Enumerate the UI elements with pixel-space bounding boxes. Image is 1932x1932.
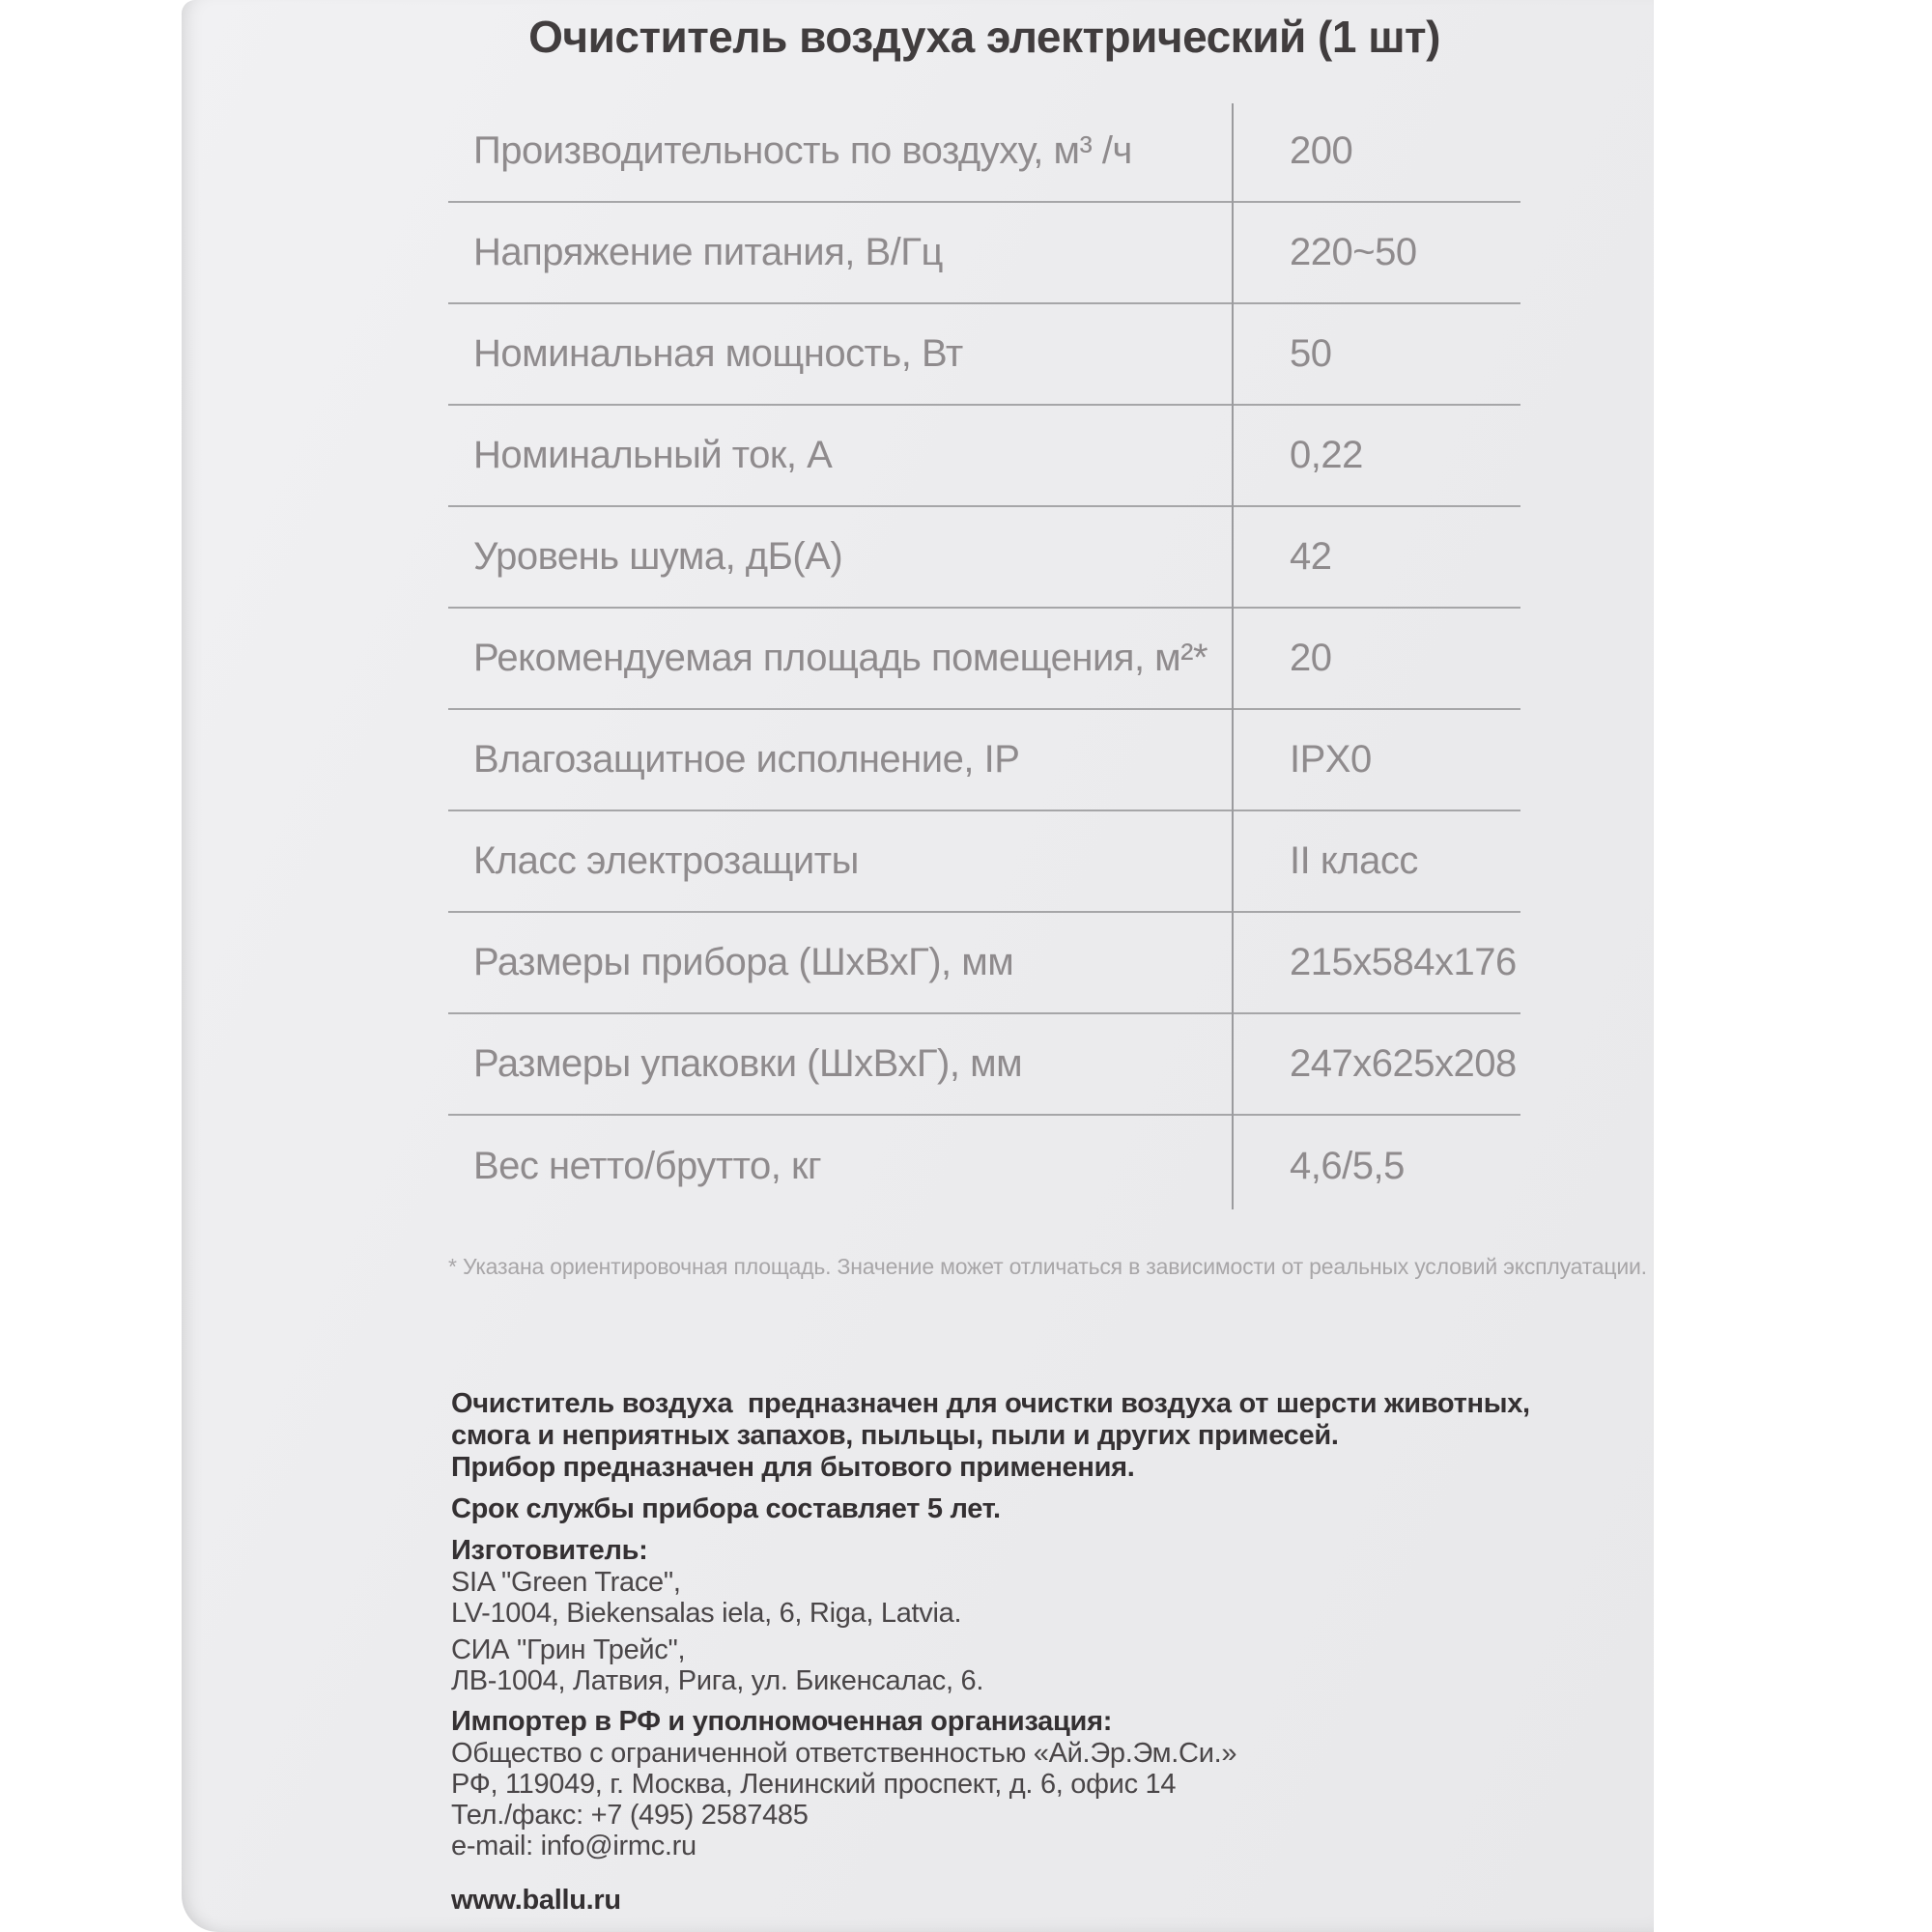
website-url: www.ballu.ru xyxy=(451,1885,621,1916)
spec-value: IPX0 xyxy=(1290,738,1372,781)
spec-value: 200 xyxy=(1290,129,1353,172)
manufacturer-line: СИА "Грин Трейс", xyxy=(451,1634,686,1665)
importer-line: Общество с ограниченной ответственностью «Ай.Эр.Эм.Си.» xyxy=(451,1738,1237,1769)
spec-value: 50 xyxy=(1290,332,1332,375)
spec-value: II класс xyxy=(1290,839,1418,882)
spec-table xyxy=(448,101,1520,1217)
spec-value: 20 xyxy=(1290,637,1332,679)
spec-label: Производительность по воздуху, м³ /ч xyxy=(473,129,1132,172)
manufacturer-line: ЛВ-1004, Латвия, Рига, ул. Бикенсалас, 6. xyxy=(451,1665,984,1696)
table-row xyxy=(448,1014,1520,1116)
spec-label: Номинальная мощность, Вт xyxy=(473,332,963,375)
table-row xyxy=(448,101,1520,203)
importer-line: e-mail: info@irmc.ru xyxy=(451,1831,696,1861)
lifetime-note: Срок службы прибора составляет 5 лет. xyxy=(451,1493,1001,1524)
table-row xyxy=(448,507,1520,609)
column-divider xyxy=(1232,103,1234,1209)
importer-line: РФ, 119049, г. Москва, Ленинский проспект, д. 6, офис 14 xyxy=(451,1769,1177,1800)
table-row xyxy=(448,609,1520,710)
spec-value: 247x625x208 xyxy=(1290,1042,1517,1085)
spec-label: Размеры упаковки (ШхВхГ), мм xyxy=(473,1042,1023,1085)
spec-label: Рекомендуемая площадь помещения, м²* xyxy=(473,637,1208,679)
spec-label: Номинальный ток, А xyxy=(473,434,833,476)
manufacturer-line: LV-1004, Biekensalas iela, 6, Riga, Latvia. xyxy=(451,1598,962,1629)
manufacturer-line: SIA "Green Trace", xyxy=(451,1567,681,1598)
table-row xyxy=(448,203,1520,304)
table-row xyxy=(448,710,1520,811)
description-line: смога и неприятных запахов, пыльцы, пыли и других примесей. xyxy=(451,1420,1339,1451)
packaging-spec-panel xyxy=(182,0,1654,1932)
table-row xyxy=(448,406,1520,507)
description-line: Прибор предназначен для бытового применения. xyxy=(451,1452,1135,1483)
importer-heading: Импортер в РФ и уполномоченная организация: xyxy=(451,1706,1113,1737)
description-line: Очиститель воздуха предназначен для очистки воздуха от шерсти животных, xyxy=(451,1388,1530,1419)
table-row xyxy=(448,811,1520,913)
table-row xyxy=(448,913,1520,1014)
info-block xyxy=(451,1388,1572,1917)
spec-label: Напряжение питания, В/Гц xyxy=(473,231,943,273)
spec-value: 0,22 xyxy=(1290,434,1363,476)
table-row xyxy=(448,304,1520,406)
importer-line: Тел./факс: +7 (495) 2587485 xyxy=(451,1800,809,1831)
spec-value: 220~50 xyxy=(1290,231,1417,273)
manufacturer-heading: Изготовитель: xyxy=(451,1535,648,1566)
page-title: Очиститель воздуха электрический (1 шт) xyxy=(528,12,1440,62)
spec-label: Влагозащитное исполнение, IP xyxy=(473,738,1020,781)
spec-value: 4,6/5,5 xyxy=(1290,1145,1405,1187)
spec-label: Вес нетто/брутто, кг xyxy=(473,1145,822,1187)
spec-value: 215x584x176 xyxy=(1290,941,1517,983)
spec-label: Класс электрозащиты xyxy=(473,839,859,882)
table-row xyxy=(448,1116,1520,1217)
spec-label: Уровень шума, дБ(А) xyxy=(473,535,843,578)
footnote: * Указана ориентировочная площадь. Значение может отличаться в зависимости от реальных условий эксплуатации. xyxy=(448,1254,1647,1279)
spec-label: Размеры прибора (ШхВхГ), мм xyxy=(473,941,1014,983)
spec-value: 42 xyxy=(1290,535,1332,578)
